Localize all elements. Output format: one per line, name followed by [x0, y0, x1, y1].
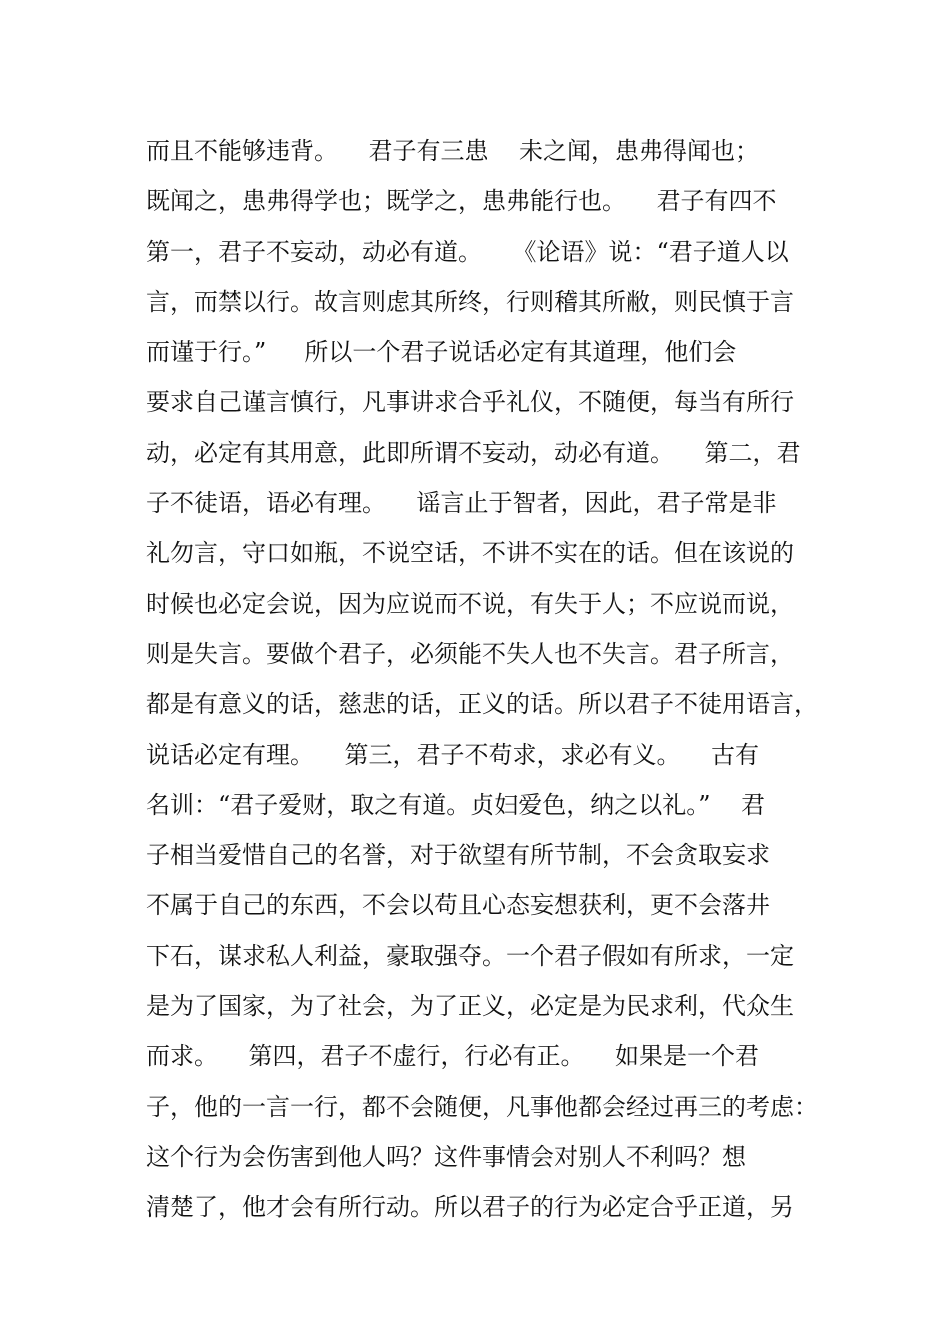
text-line: 子不徒语，语必有理。 谣言止于智者，因此，君子常是非	[146, 489, 777, 518]
text-line: 要求自己谨言慎行，凡事讲求合乎礼仪，不随便，每当有所行	[146, 388, 794, 417]
text-line: 说话必定有理。 第三，君子不苟求，求必有义。 古有	[146, 740, 760, 769]
text-line: 子相当爱惜自己的名誉，对于欲望有所节制，不会贪取妄求	[146, 841, 770, 870]
text-line: 言，而禁以行。故言则虑其所终，行则稽其所敝，则民慎于言	[146, 287, 794, 316]
text-line: 不属于自己的东西，不会以苟且心态妄想获利，更不会落井	[146, 891, 770, 920]
text-line: 则是失言。要做个君子，必须能不失人也不失言。君子所言，	[146, 639, 794, 668]
text-line: 清楚了，他才会有所行动。所以君子的行为必定合乎正道，另	[146, 1193, 794, 1222]
text-line: 而且不能够违背。 君子有三患 未之闻，患弗得闻也；	[146, 137, 760, 165]
text-line: 动，必定有其用意，此即所谓不妄动，动必有道。 第二，君	[146, 438, 801, 467]
text-line: 下石，谋求私人利益，豪取强夺。一个君子假如有所求，一定	[146, 941, 794, 970]
text-line: 时候也必定会说，因为应说而不说，有失于人；不应说而说，	[146, 589, 794, 618]
text-line: 是为了国家，为了社会，为了正义，必定是为民求利，代众生	[146, 992, 794, 1021]
text-line: 子，他的一言一行，都不会随便，凡事他都会经过再三的考虑：	[146, 1092, 818, 1121]
text-line: 名训：“君子爱财，取之有道。贞妇爱色，纳之以礼。” 君	[146, 790, 766, 819]
text-line: 而求。 第四，君子不虚行，行必有正。 如果是一个君	[146, 1042, 760, 1071]
text-line: 这个行为会伤害到他人吗？这件事情会对别人不利吗？想	[146, 1142, 746, 1171]
text-line: 第一，君子不妄动，动必有道。 《论语》说：“君子道人以	[146, 237, 789, 266]
text-line: 而谨于行。” 所以一个君子说话必定有其道理，他们会	[146, 338, 737, 367]
text-line: 礼勿言，守口如瓶，不说空话，不讲不实在的话。但在该说的	[146, 539, 794, 568]
text-line: 既闻之，患弗得学也；既学之，患弗能行也。 君子有四不	[146, 187, 777, 216]
text-line: 都是有意义的话，慈悲的话，正义的话。所以君子不徒用语言，	[146, 690, 818, 719]
body-text	[146, 126, 826, 1233]
